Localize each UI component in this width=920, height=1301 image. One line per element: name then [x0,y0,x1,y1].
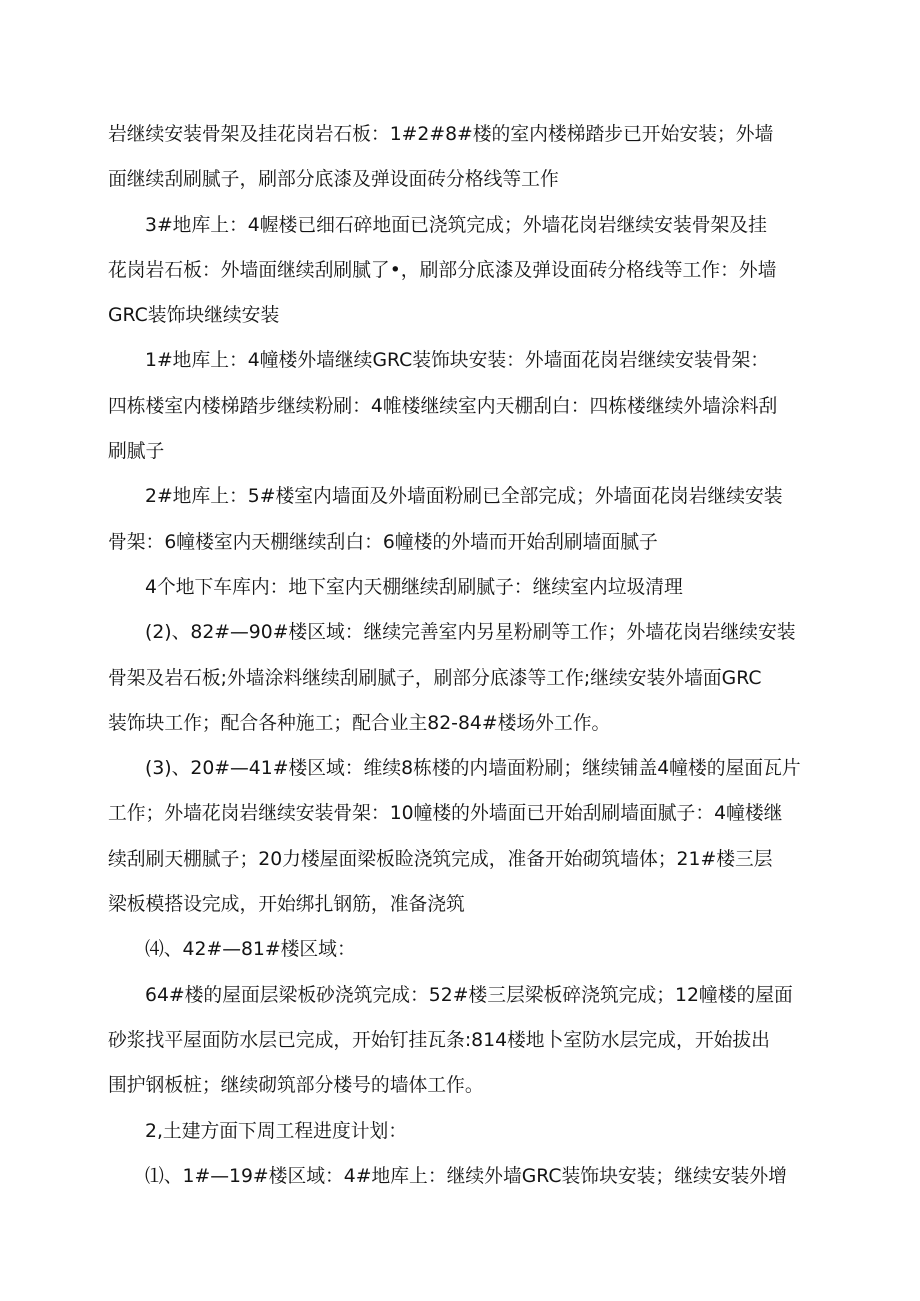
text-line: (3)、20#—41#楼区域：维续8栋楼的内墙面粉刷；继续铺盖4幢楼的屋面瓦片 [145,758,801,780]
text-line: 砂浆找平屋面防水层已完成，开始钉挂瓦条:814楼地卜室防水层完成，开始拔出 [108,1029,770,1051]
text-line: ⑷、42#—81#楼区域： [145,939,356,961]
text-line: 面继续刮刷腻子，刷部分底漆及弹设面砖分格线等工作 [108,169,559,191]
text-line: 梁板模搭设完成，开始绑扎钢筋，准备浇筑 [108,894,465,916]
text-line: ⑴、1#—19#楼区域：4#地库上：继续外墙GRC装饰块安装；继续安装外增 [145,1165,787,1187]
text-line: (2)、82#—90#楼区域：继续完善室内另星粉刷等工作；外墙花岗岩继续安装 [145,622,796,644]
text-line: 续刮刷天棚腻子；20力楼屋面梁板睑浇筑完成，准备开始砌筑墙体；21#楼三层 [108,848,773,870]
text-line: 岩继续安装骨架及挂花岗岩石板：1#2#8#楼的室内楼梯踏步已开始安装；外墙 [108,124,774,145]
text-line: 4个地下车库内：地下室内天棚继续刮刷腻子：继续室内垃圾清理 [145,576,683,598]
text-line: 四栋楼室内楼梯踏步继续粉刷：4帷楼继续室内天棚刮白：四栋楼继续外墙涂料刮 [108,395,778,417]
text-line: 1#地库上：4幢楼外墙继续GRC装饰块安装：外墙面花岗岩继续安装骨架： [145,350,770,372]
text-line: 工作；外墙花岗岩继续安装骨架：10幢楼的外墙面已开始刮刷墙面腻子：4幢楼继 [108,803,783,825]
text-line: 骨架及岩石板;外墙涂料继续刮刷腻子，刷部分底漆等工作;继续安装外墙面GRC [108,667,762,689]
text-line: 围护钢板桩；继续砌筑部分楼号的墙体工作。 [108,1075,484,1097]
text-line: 骨架：6幢楼室内天棚继续刮白：6幢楼的外墙而开始刮刷墙面腻子 [108,531,658,553]
text-line: 2#地库上：5#楼室内墙面及外墙面粉刷已全部完成；外墙面花岗岩继续安装 [145,486,783,508]
text-line: 64#楼的屋面层梁板砂浇筑完成：52#楼三层梁板碎浇筑完成；12幢楼的屋面 [145,984,793,1006]
text-line: 装饰块工作；配合各种施工；配合业主82-84#楼场外工作。 [108,712,611,734]
text-line: 2,土建方面下周工程进度计划： [145,1120,408,1142]
text-line: 刷腻子 [108,441,165,463]
text-line: 3#地库上：4幄楼已细石碎地面已浇筑完成；外墙花岗岩继续安装骨架及挂 [145,214,767,236]
text-line: GRC装饰块继续安装 [108,305,280,327]
text-line: 花岗岩石板：外墙面继续刮刷腻了•，刷部分底漆及弹设面砖分格线等工作：外墙 [108,259,777,281]
